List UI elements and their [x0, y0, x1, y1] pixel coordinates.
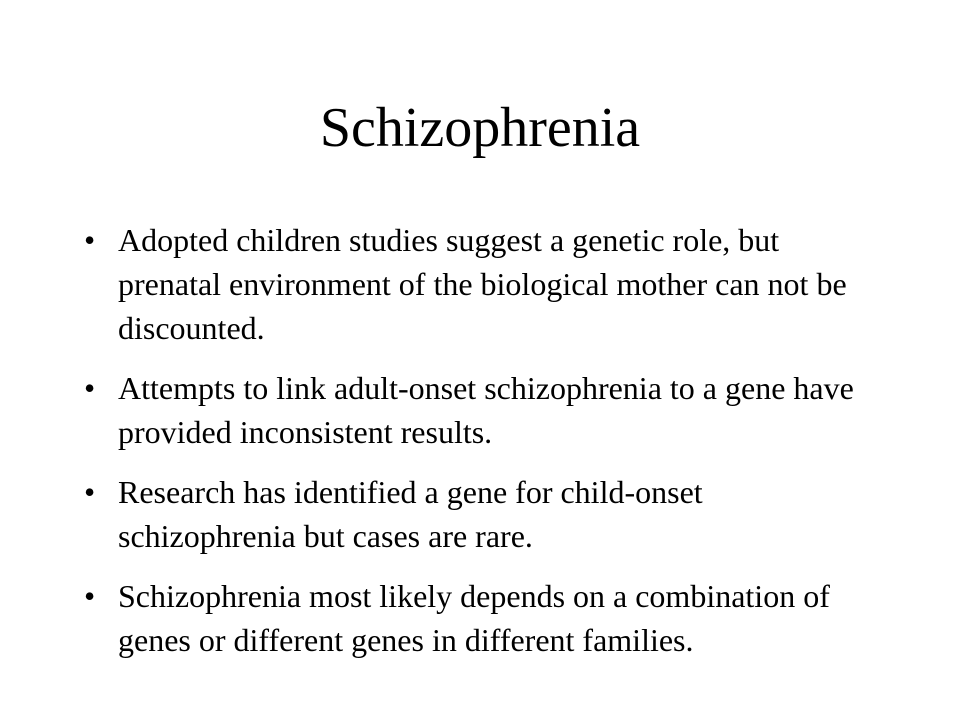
bullet-item [84, 470, 874, 558]
bullet-marker: • [84, 222, 96, 258]
bullet-item [84, 574, 874, 662]
bullet-list [84, 218, 874, 678]
bullet-text: Research has identified a gene for child-onset schizophrenia but cases are rare. [118, 474, 703, 554]
bullet-marker: • [84, 474, 96, 510]
slide-title: Schizophrenia [319, 97, 641, 159]
bullet-item [84, 366, 874, 454]
bullet-marker: • [84, 578, 96, 614]
bullet-text: Adopted children studies suggest a genetic role, but prenatal environment of the biological mother can not be discounted. [118, 222, 847, 346]
bullet-text: Attempts to link adult-onset schizophrenia to a gene have provided inconsistent results. [118, 370, 854, 450]
bullet-item [84, 218, 874, 350]
bullet-marker: • [84, 370, 96, 406]
bullet-text: Schizophrenia most likely depends on a combination of genes or different genes in different families. [118, 578, 830, 658]
